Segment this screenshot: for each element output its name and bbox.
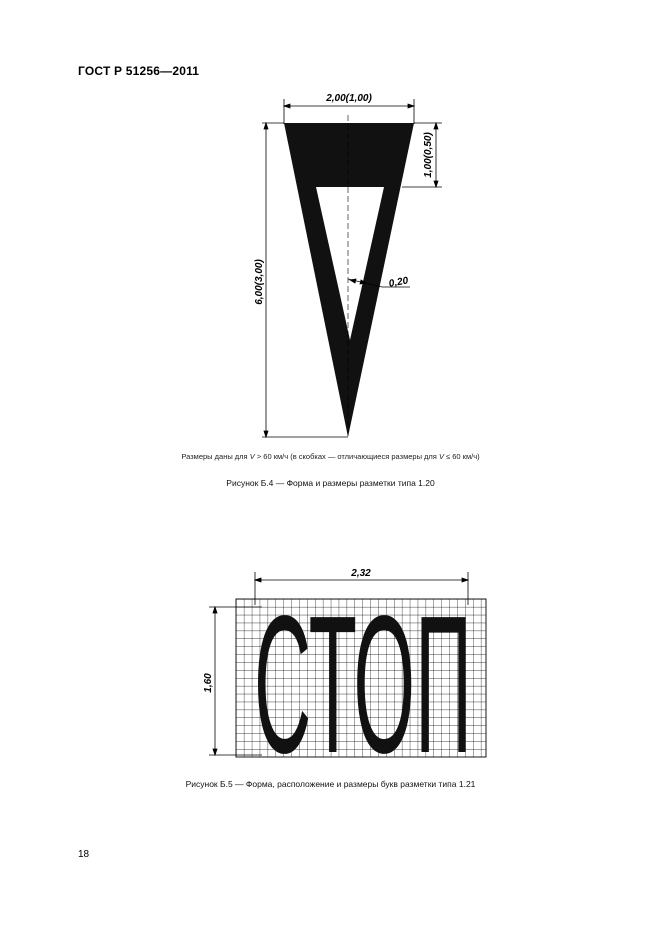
- stop-width-label: 2,32: [351, 568, 371, 579]
- note-speed-symbol-1: V: [249, 452, 255, 461]
- stop-height-label: 1,60: [203, 673, 214, 693]
- document-header: ГОСТ Р 51256—2011: [78, 64, 200, 78]
- figure-b4-caption: Рисунок Б.4 — Форма и размеры разметки типа 1.20: [226, 478, 435, 488]
- note-speed-symbol-2: V: [438, 452, 444, 461]
- gap-dimension-label: 0,20: [388, 275, 410, 290]
- page-number: 18: [78, 849, 90, 860]
- total-height-label: 6,00(3,00): [254, 259, 265, 305]
- stop-word-letters: СТОП: [254, 575, 472, 794]
- note-text-end: ≤ 60 км/ч): [443, 452, 480, 461]
- note-text-start: Размеры даны для: [181, 452, 250, 461]
- figure-b5-caption: Рисунок Б.5 — Форма, расположение и размеры букв разметки типа 1.21: [185, 779, 476, 789]
- note-text-middle: > 60 км/ч (в скобках — отличающиеся размеры для: [254, 452, 439, 461]
- top-band-height-label: 1,00(0,50): [423, 132, 434, 178]
- width-dimension-label: 2,00(1,00): [326, 93, 372, 104]
